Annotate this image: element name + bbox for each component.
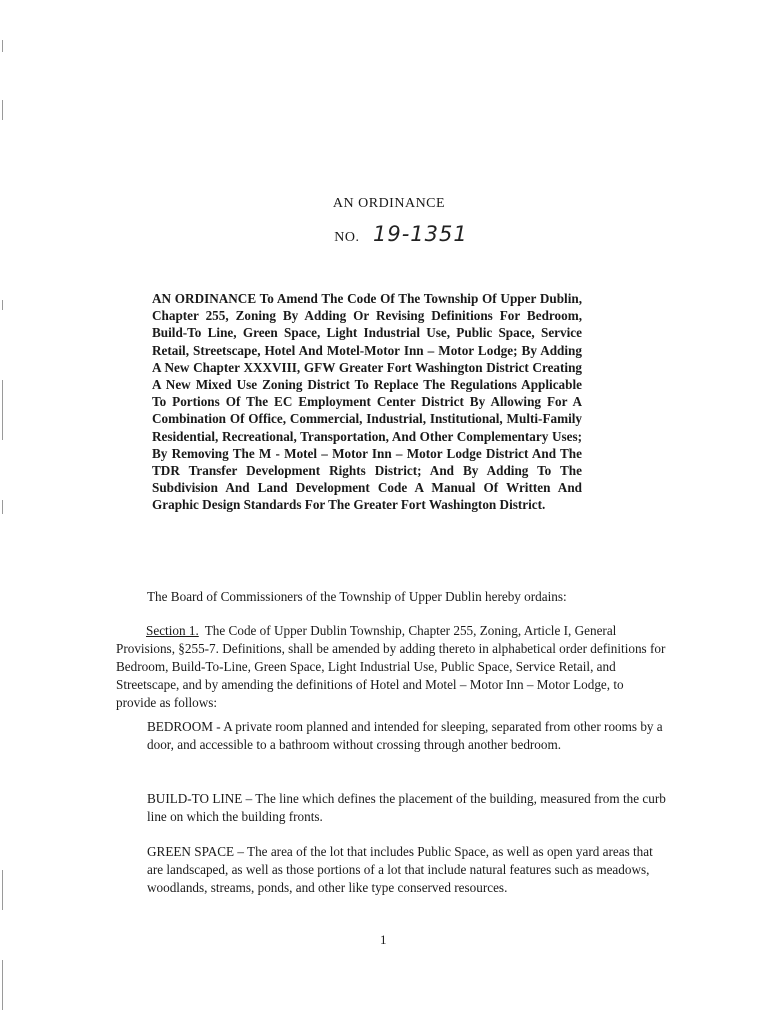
ordinance-title: AN ORDINANCE xyxy=(332,196,446,211)
scan-mark xyxy=(2,100,3,120)
section-1-text: The Code of Upper Dublin Township, Chapter 255, Zoning, Article I, General Provisions, §255-7. Definitions, shall be amended by adding thereto in alphabetical order definitions for Bedroom, Build-To-Line, Green Space, Light Industrial Use, Public Space, Service Retail, and Streetscape, and by amending the definitions of Hotel and Motel – Motor Inn – Motor Lodge, to provide as follows: xyxy=(116,623,666,710)
scan-mark xyxy=(2,300,3,310)
scan-mark xyxy=(2,870,3,910)
enacting-clause: The Board of Commissioners of the Township of Upper Dublin hereby ordains: xyxy=(147,589,567,604)
scan-mark xyxy=(2,380,3,440)
scan-mark xyxy=(2,960,3,1010)
definition-green-space: GREEN SPACE – The area of the lot that includes Public Space, as well as open yard areas that are landscaped, as well as those portions of a lot that include natural features such as meadows, woodlands, streams, ponds, and other like type conserved resources. xyxy=(147,844,653,895)
section-1 xyxy=(116,622,666,712)
scan-mark xyxy=(2,40,3,52)
definition-build-to-line: BUILD-TO LINE – The line which defines the placement of the building, measured from the curb line on which the building fronts. xyxy=(147,791,666,824)
ordinance-summary: AN ORDINANCE To Amend The Code Of The Township Of Upper Dublin, Chapter 255, Zoning By Adding Or Revising Definitions For Bedroom, Build-To Line, Green Space, Light Industrial Use, Public Space, Service Retail, Streetscape, Hotel And Motel-Motor Inn – Motor Lodge; By Adding A New Chapter XXXVIII, GFW Greater Fort Washington District Creating A New Mixed Use Zoning District To Replace The Regulations Applicable To Portions Of The EC Employment Center District By Allowing For A Combination Of Office, Commercial, Industrial, Institutional, Multi-Family Residential, Recreational, Transportation, And Other Complementary Uses; By Removing The M - Motel – Motor Inn – Motor Lodge District And The TDR Transfer Development Rights District; And By Adding To The Subdivision And Land Development Code A Manual Of Written And Graphic Design Standards For The Greater Fort Washington District. xyxy=(152,291,582,513)
number-label: NO. xyxy=(334,230,360,245)
scan-mark xyxy=(2,500,3,514)
page-number: 1 xyxy=(380,932,387,947)
handwritten-number: 19-1351 xyxy=(372,222,468,246)
ordinance-number xyxy=(0,222,770,246)
definition-bedroom: BEDROOM - A private room planned and intended for sleeping, separated from other rooms by a door, and accessible to a bathroom without crossing through another bedroom. xyxy=(147,719,663,752)
section-1-label: Section 1. xyxy=(146,623,199,638)
